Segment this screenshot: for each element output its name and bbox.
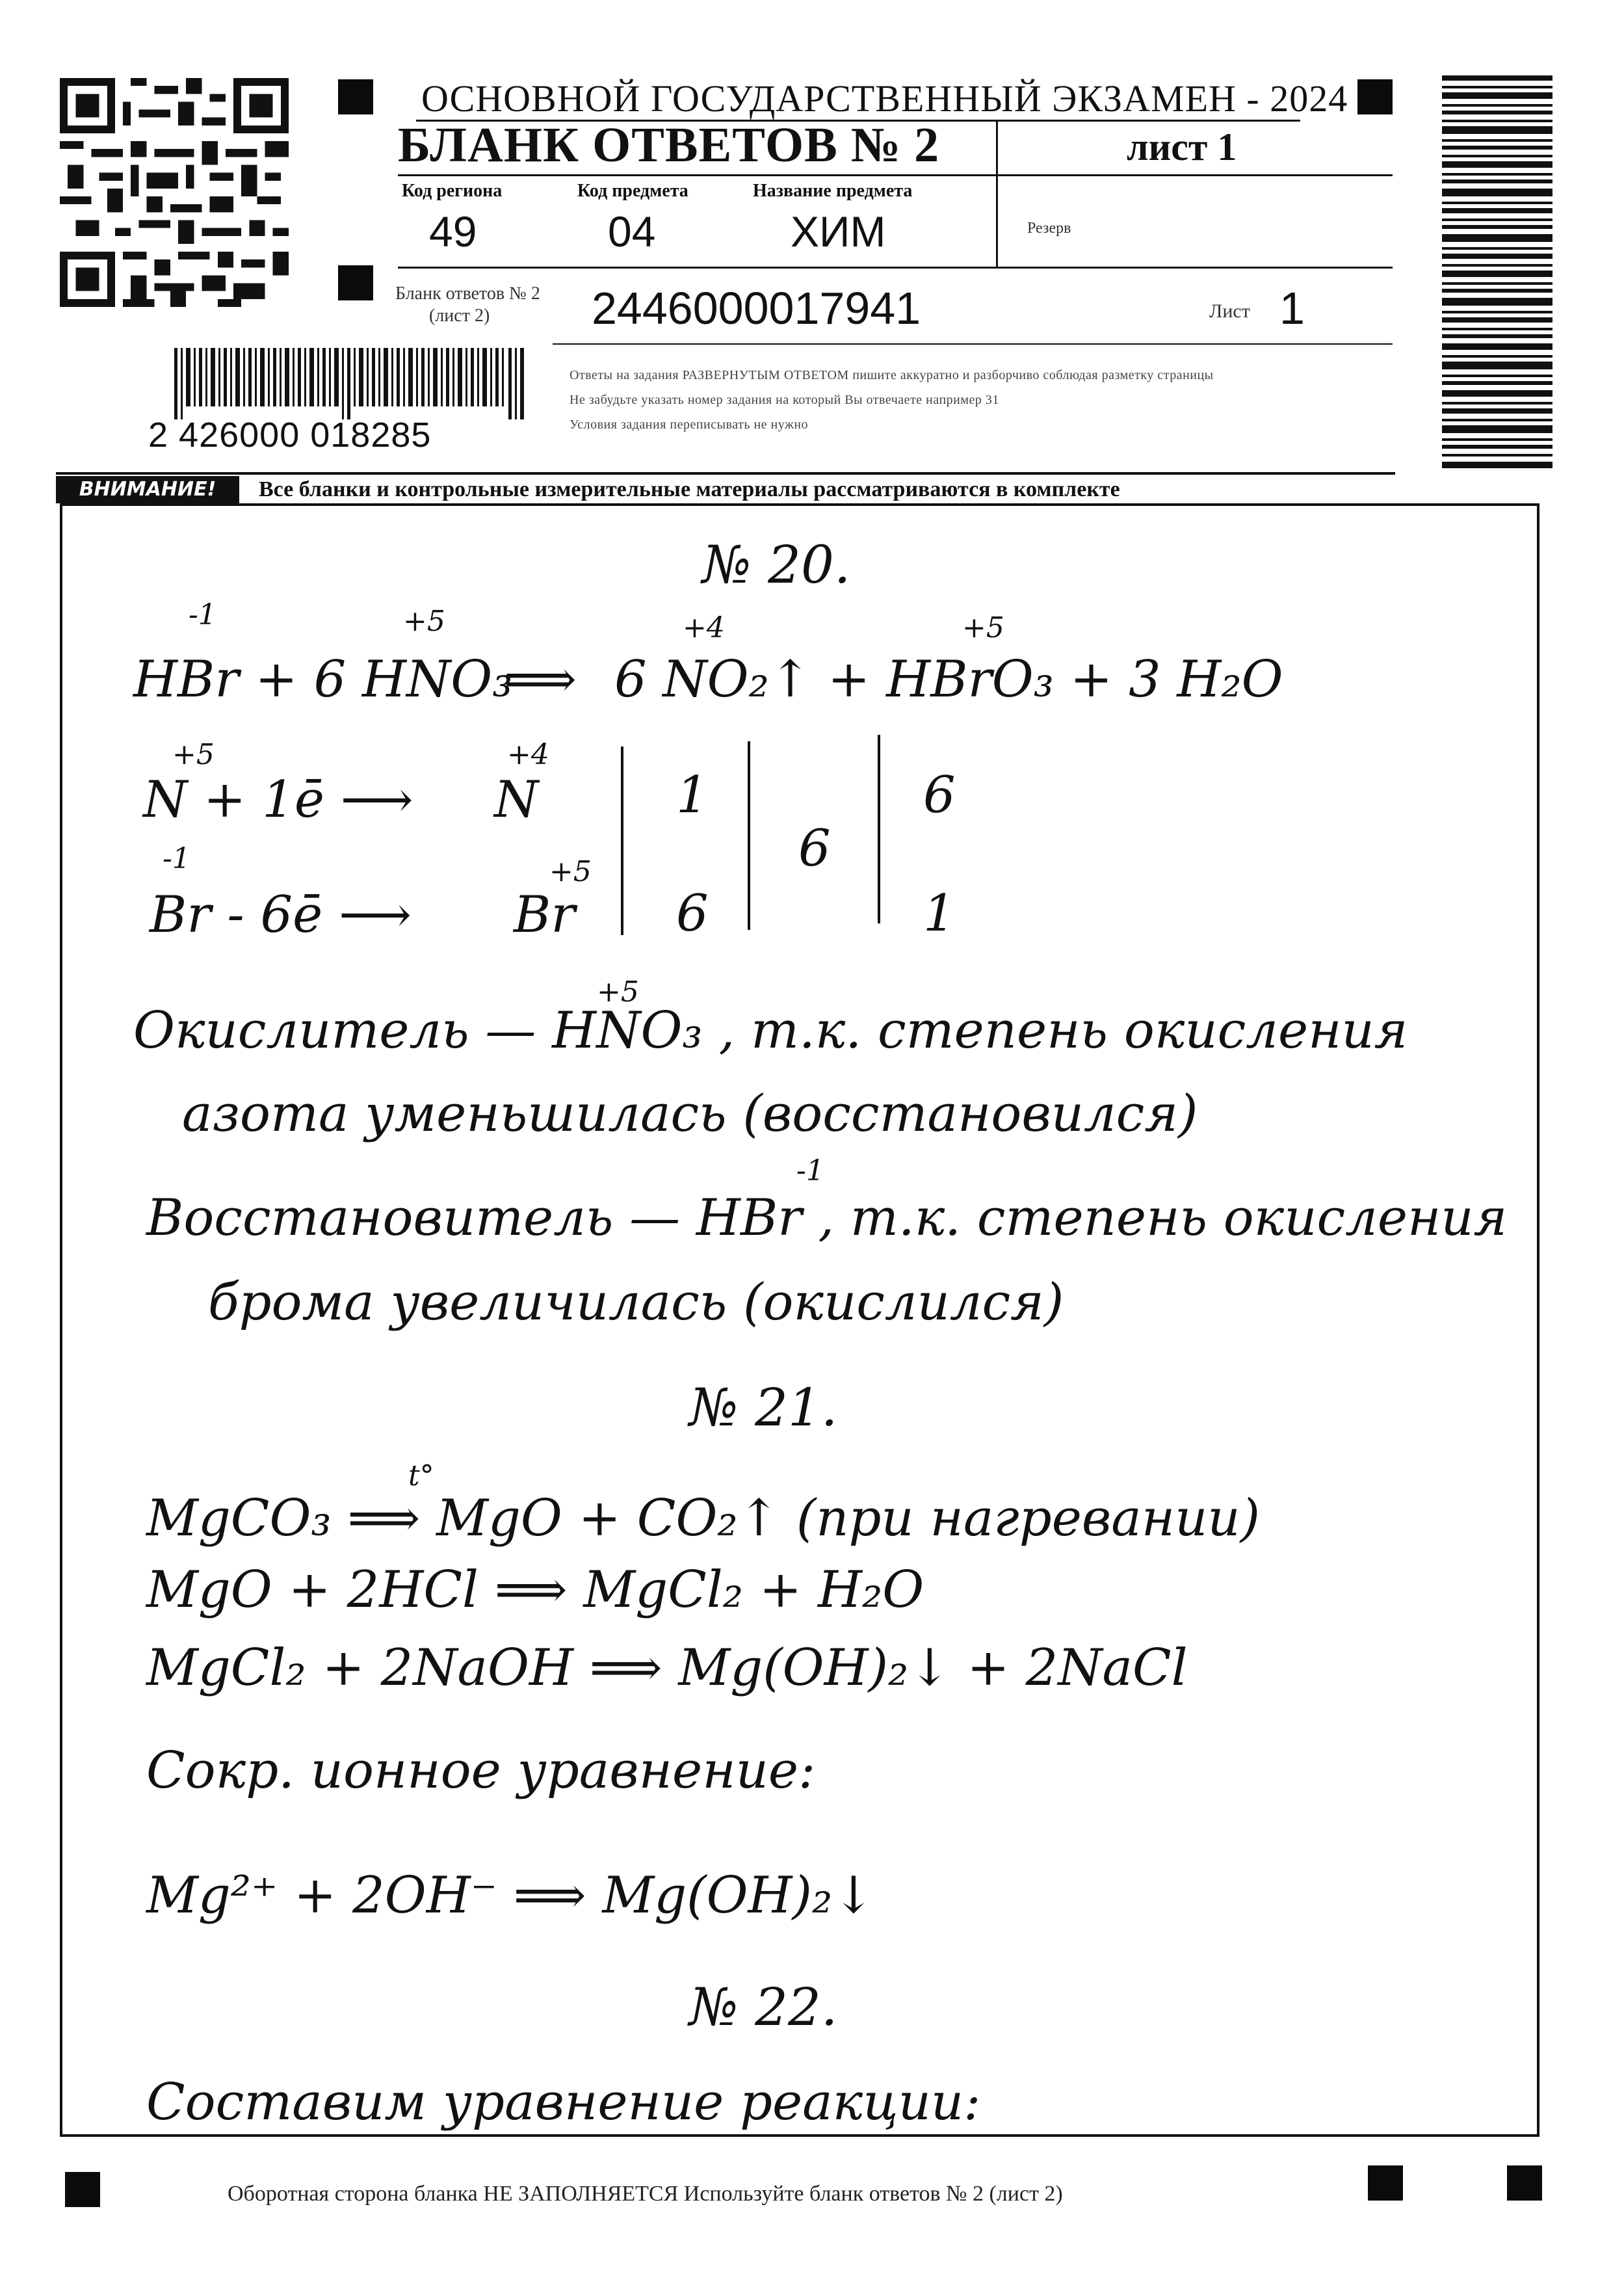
ox-state-br: -1 [189, 598, 216, 631]
balance-line-2: Br - 6ē ⟶ [150, 886, 412, 944]
reaction-1: MgCO₃ ⟹ MgO + CO₂↑ (при нагревании) [146, 1489, 1261, 1548]
equation-1-left: HBr + 6 HNO₃ [133, 650, 513, 709]
ox-state-n5: +5 [403, 605, 445, 638]
bal-ox-br: -1 [163, 842, 190, 875]
balance-line-2-product: Br [514, 886, 575, 944]
warning-badge: ВНИМАНИЕ! [56, 476, 239, 503]
task-22-line: Составим уравнение реакции: [146, 2073, 981, 2132]
balance-line-1-product: N [494, 771, 539, 829]
form-ref-label-1: Бланк ответов № 2 [395, 284, 540, 304]
alignment-marker-bottom-left [65, 2172, 100, 2207]
form-number: 2446000017941 [592, 283, 921, 334]
list-value: 1 [1279, 283, 1305, 334]
oxidizer-ox-state: +5 [597, 975, 639, 1009]
balance-coef-3-2: 1 [923, 884, 956, 943]
list-label: Лист [1209, 300, 1250, 322]
bal-ox-br5: +5 [549, 855, 592, 888]
exam-title: ОСНОВНОЙ ГОСУДАРСТВЕННЫЙ ЭКЗАМЕН - 2024 [421, 77, 1348, 120]
barcode-digits: 2 426000 018285 [148, 416, 432, 455]
bal-ox-n4: +4 [507, 738, 549, 771]
balance-coef-1-2: 6 [676, 884, 709, 943]
equation-1-arrow: ⟹ [504, 650, 577, 709]
instructions-line-1: Ответы на задания РАЗВЕРНУТЫМ ОТВЕТОМ пишите аккуратно и разборчиво соблюдая разметку страницы [570, 368, 1214, 382]
balance-line-1: N + 1ē ⟶ [143, 771, 413, 829]
subject-code-value: 04 [608, 207, 656, 256]
subject-name-label: Название предмета [753, 181, 913, 201]
region-value: 49 [429, 207, 477, 256]
instructions-line-2: Не забудьте указать номер задания на который Вы отвечаете например 31 [570, 393, 999, 407]
ionic-label: Сокр. ионное уравнение: [146, 1741, 816, 1800]
barcode-horizontal [174, 348, 524, 419]
oxidizer-line-1: Окислитель — HNO₃ , т.к. степень окисления [133, 1001, 1408, 1060]
balance-divider-1 [621, 747, 623, 935]
alignment-marker-bottom-right-2 [1507, 2165, 1542, 2201]
reducer-ox-state: -1 [796, 1154, 824, 1187]
ionic-equation: Mg²⁺ + 2OH⁻ ⟹ Mg(OH)₂↓ [146, 1866, 875, 1925]
ox-state-n4: +4 [683, 611, 725, 644]
task-20-title: № 20. [702, 535, 851, 595]
form-ref-label-2: (лист 2) [429, 306, 490, 326]
header-divider [996, 121, 998, 268]
bal-ox-n5: +5 [172, 738, 215, 771]
alignment-marker-top-left [338, 79, 373, 114]
region-label: Код региона [402, 181, 503, 201]
reserve-label: Резерв [1027, 220, 1071, 237]
heating-mark: t° [408, 1459, 434, 1492]
header-rule-1 [398, 174, 1393, 176]
reaction-3: MgCl₂ + 2NaOH ⟹ Mg(OH)₂↓ + 2NaCl [146, 1639, 1188, 1697]
task-22-title: № 22. [689, 1977, 838, 2037]
barcode-vertical [1442, 75, 1552, 472]
header-rule-3 [553, 343, 1393, 345]
subject-name-value: ХИМ [791, 207, 886, 256]
oxidizer-line-2: азота уменьшилась (восстановился) [182, 1085, 1198, 1143]
balance-coef-3-1: 6 [923, 766, 956, 825]
footer-text: Оборотная сторона бланка НЕ ЗАПОЛНЯЕТСЯ Используйте бланк ответов № 2 (лист 2) [228, 2182, 1063, 2206]
balance-coef-1-1: 1 [676, 766, 709, 825]
qr-code [60, 77, 289, 308]
form-title: БЛАНК ОТВЕТОВ № 2 [398, 118, 940, 172]
alignment-marker-top-right [1357, 79, 1393, 114]
alignment-marker-mid-left [338, 265, 373, 300]
alignment-marker-bottom-right-1 [1368, 2165, 1403, 2201]
subject-code-label: Код предмета [577, 181, 688, 201]
header-rule-2 [398, 267, 1393, 269]
reaction-2: MgO + 2HCl ⟹ MgCl₂ + H₂O [146, 1561, 924, 1619]
sheet-label: лист 1 [1127, 126, 1237, 168]
balance-divider-2 [748, 741, 750, 930]
task-21-title: № 21. [689, 1377, 838, 1438]
instructions-line-3: Условия задания переписывать не нужно [570, 417, 809, 432]
reducer-line-1: Восстановитель — HBr , т.к. степень окисления [146, 1189, 1508, 1247]
equation-1-right: 6 NO₂↑ + HBrO₃ + 3 H₂O [614, 650, 1283, 709]
warning-rule [56, 472, 1395, 475]
reducer-line-2: брома увеличилась (окислился) [208, 1273, 1064, 1332]
ox-state-br5: +5 [962, 611, 1004, 644]
balance-divider-3 [878, 735, 880, 923]
balance-coef-2: 6 [798, 819, 831, 878]
warning-text: Все бланки и контрольные измерительные материалы рассматриваются в комплекте [259, 477, 1120, 501]
